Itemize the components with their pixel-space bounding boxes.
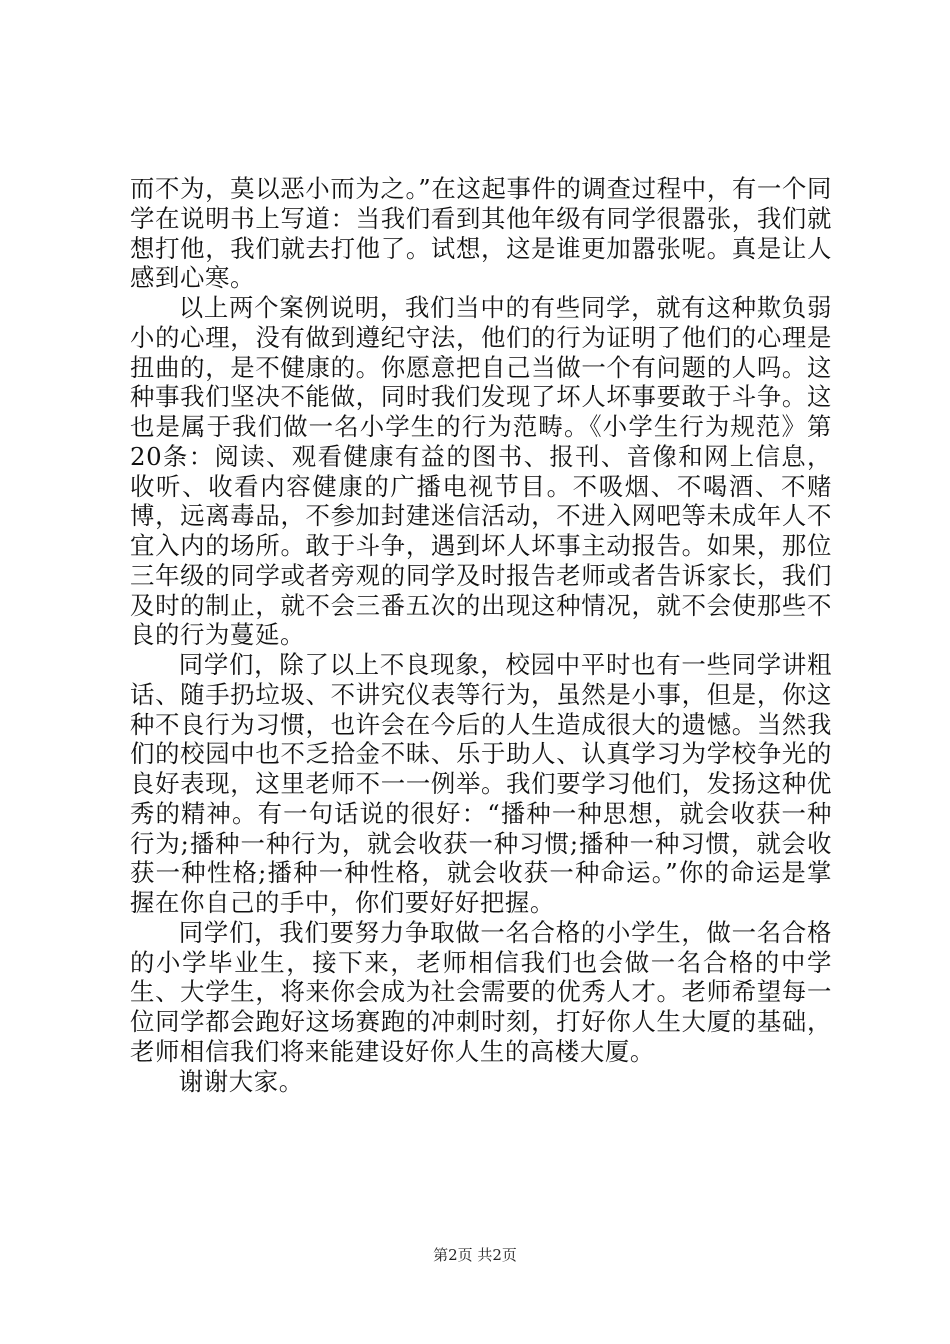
paragraph-2: 以上两个案例说明，我们当中的有些同学，就有这种欺负弱小的心理，没有做到遵纪守法，他们的行为证明了他们的心理是扭曲的，是不健康的。你愿意把自己当做一个有问题的人吗。这种事我们坚决不能做，同时我们发现了坏人坏事要敢于斗争。这也是属于我们做一名小学生的行为范畴。《小学生行为规范》第20条：阅读、观看健康有益的图书、报刊、音像和网上信息，收听、收看内容健康的广播电视节目。不吸烟、不喝酒、不赌博，远离毒品，不参加封建迷信活动，不进入网吧等未成年人不宜入内的场所。敢于斗争，遇到坏人坏事主动报告。如果，那位三年级的同学或者旁观的同学及时报告老师或者告诉家长，我们及时的制止，就不会三番五次的出现这种情况，就不会使那些不良的行为蔓延。 [130, 293, 832, 650]
page-footer: 第2页 共2页 [433, 1246, 517, 1264]
paragraph-4: 同学们，我们要努力争取做一名合格的小学生，做一名合格的小学毕业生，接下来，老师相信我们也会做一名合格的中学生、大学生，将来你会成为社会需要的优秀人才。老师希望每一位同学都会跑好这场赛跑的冲刺时刻，打好你人生大厦的基础，老师相信我们将来能建设好你人生的高楼大厦。 [130, 917, 832, 1066]
paragraph-5: 谢谢大家。 [178, 1066, 304, 1096]
paragraph-1: 而不为，莫以恶小而为之。”在这起事件的调查过程中，有一个同学在说明书上写道：当我们看到其他年级有同学很嚣张，我们就想打他，我们就去打他了。试想，这是谁更加嚣张呢。真是让人感到心寒。 [130, 174, 832, 293]
paragraph-3: 同学们，除了以上不良现象，校园中平时也有一些同学讲粗话、随手扔垃圾、不讲究仪表等行为，虽然是小事，但是，你这种不良行为习惯，也许会在今后的人生造成很大的遗憾。当然我们的校园中也不乏拾金不昧、乐于助人、认真学习为学校争光的良好表现，这里老师不一一例举。我们要学习他们，发扬这种优秀的精神。有一句话说的很好：“播种一种思想，就会收获一种行为;播种一种行为，就会收获一种习惯;播种一种习惯，就会收获一种性格;播种一种性格，就会收获一种命运。”你的命运是掌握在你自己的手中，你们要好好把握。 [130, 650, 832, 917]
document-body [130, 174, 832, 1096]
